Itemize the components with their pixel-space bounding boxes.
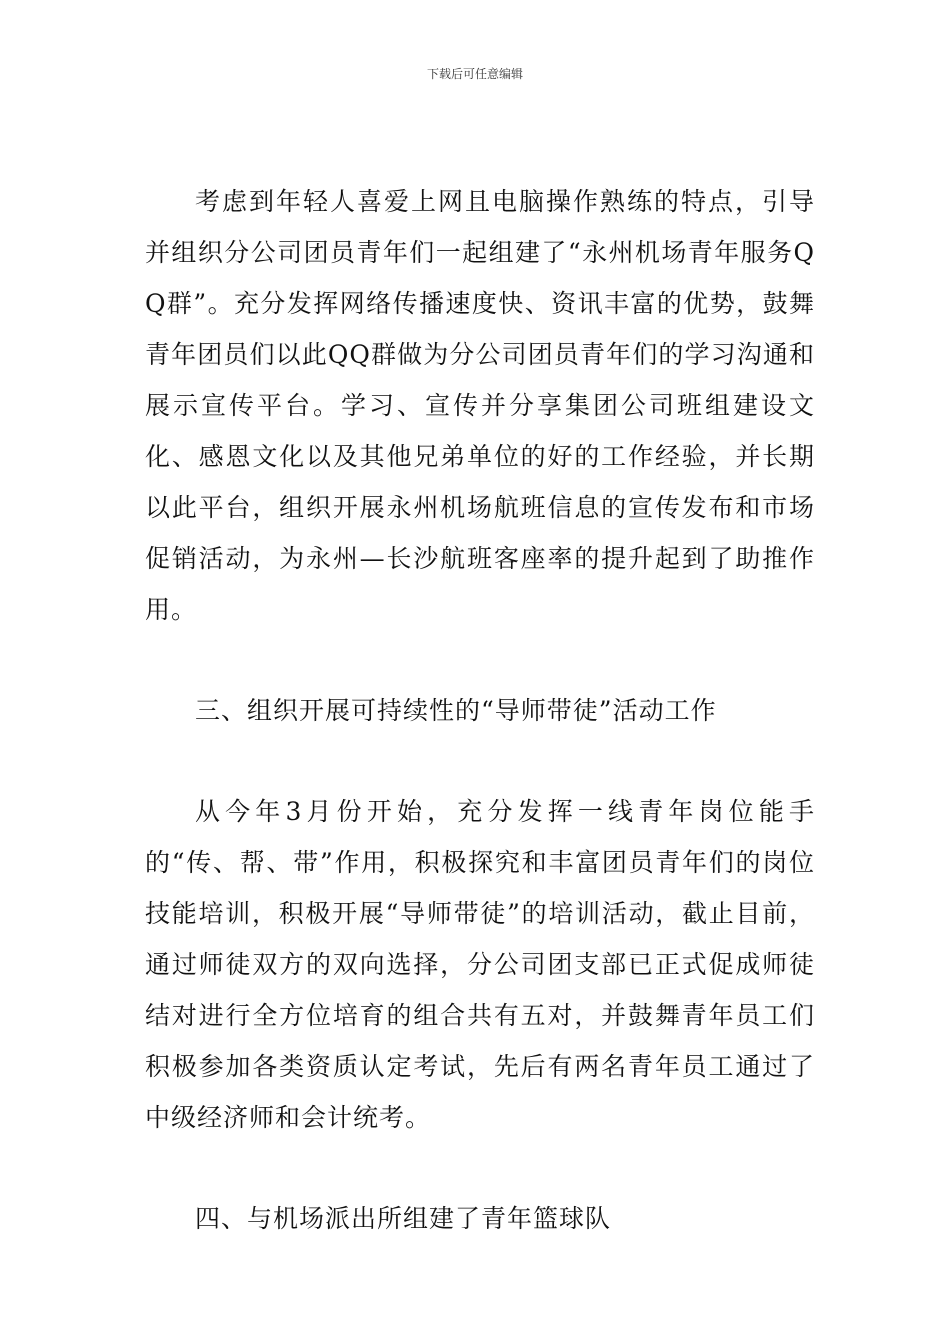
section-heading-3: 三、组织开展可持续性的“导师带徒”活动工作 xyxy=(195,696,717,725)
paragraph-gap xyxy=(145,736,815,786)
paragraph-qq-group: 考虑到年轻人喜爱上网且电脑操作熟练的特点，引导并组织分公司团员青年们一起组建了“永州机场青年服务QQ群”。充分发挥网络传播速度快、资讯丰富的优势，鼓舞青年团员们以此QQ群做为分公司团员青年们的学习沟通和展示宣传平台。学习、宣传并分享集团公司班组建设文化、感恩文化以及其他兄弟单位的好的工作经验，并长期以此平台，组织开展永州机场航班信息的宣传发布和市场促销活动，为永州—长沙航班客座率的提升起到了助推作用。 xyxy=(145,187,815,624)
section-heading-4: 四、与机场派出所组建了青年篮球队 xyxy=(195,1204,612,1233)
paragraph-mentorship: 从今年3月份开始，充分发挥一线青年岗位能手的“传、帮、带”作用，积极探究和丰富团员青年们的岗位技能培训，积极开展“导师带徒”的培训活动，截止目前，通过师徒双方的双向选择，分公司团支部已正式促成师徒结对进行全方位培育的组合共有五对，并鼓舞青年员工们积极参加各类资质认定考试，先后有两名青年员工通过了中级经济师和会计统考。 xyxy=(145,797,815,1132)
paragraph-gap xyxy=(145,1143,815,1193)
page-header: 下载后可任意编辑 xyxy=(426,67,523,81)
paragraph-gap xyxy=(145,635,815,685)
document-body xyxy=(145,176,815,1244)
